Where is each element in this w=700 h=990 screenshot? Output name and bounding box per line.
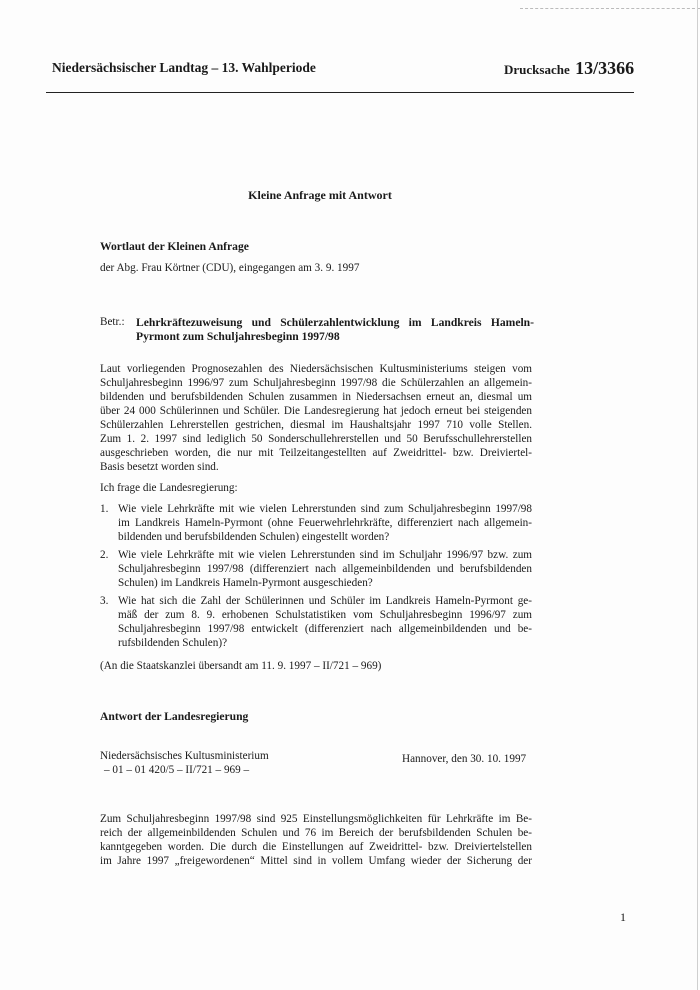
intro-paragraph — [100, 362, 532, 474]
subject-line: Lehrkräftezuweisung und Schülerzahlentwicklung im Landkreis Hameln- — [136, 316, 534, 329]
answer-paragraph — [100, 812, 532, 868]
document-title: Kleine Anfrage mit Antwort — [248, 188, 392, 202]
print-matter-label — [504, 58, 634, 79]
question-item-2 — [100, 548, 532, 590]
transmittal-note: (An die Staatskanzlei übersandt am 11. 9. 1997 – II/721 – 969) — [100, 660, 382, 672]
text-line: Wie viele Lehrkräfte mit wie vielen Lehrerstunden sind zum Schuljahresbeginn 1997/98 — [118, 503, 532, 515]
scan-mark-top — [520, 8, 700, 10]
subject-prefix: Betr.: — [100, 316, 125, 328]
print-matter-number: 13/3366 — [575, 58, 635, 78]
text-line: Schülerzahlen Lehrerstellen gestrichen, diesmal im Haushaltsjahr 1997 710 volle Stellen. — [100, 419, 532, 431]
text-line: Schuljahresbeginn 1996/97 zum Schuljahresbeginn 1997/98 die Schülerzahlen an allgemein- — [100, 377, 532, 389]
ask-intro: Ich frage die Landesregierung: — [100, 482, 238, 494]
ministry-name: Niedersächsisches Kultusministerium — [100, 750, 269, 762]
print-matter-word: Drucksache — [504, 62, 570, 77]
reference-number: – 01 – 01 420/5 – II/721 – 969 – — [104, 764, 250, 776]
text-line: Zum 1. 2. 1997 sind lediglich 50 Sonderschullehrerstellen und 50 Berufsschullehrerstellen — [100, 433, 532, 445]
text-line: ausgeschrieben worden, die nur mit Teilzeitangestellten auf Zweidrittel- bzw. Dreiviertel- — [100, 447, 532, 459]
text-line: Schulen) im Landkreis Hameln-Pyrmont ausgeschieden? — [118, 577, 373, 589]
question-number: 3. — [100, 595, 109, 607]
text-line: reich der allgemeinbildenden Schulen und 76 im Bereich der berufsbildenden Schulen be- — [100, 827, 532, 839]
question-item-3 — [100, 594, 532, 650]
text-line: bildenden und berufsbildenden Schulen zusammen in Niedersachsen erneut an, diesmal um — [100, 391, 532, 403]
scan-edge-right — [697, 0, 698, 990]
text-line: Laut vorliegenden Prognosezahlen des Niedersächsischen Kultusministeriums steigen vom — [100, 363, 532, 375]
text-line: rufsbildenden Schulen)? — [118, 637, 228, 649]
text-line: kanntgegeben worden. Die durch die Einstellungen auf Zweidrittel- bzw. Dreiviertelstellen — [100, 841, 532, 853]
answer-heading: Antwort der Landesregierung — [100, 710, 249, 723]
submitter-line: der Abg. Frau Körtner (CDU), eingegangen am 3. 9. 1997 — [100, 262, 360, 274]
header-rule — [46, 92, 634, 93]
parliament-header: Niedersächsischer Landtag – 13. Wahlperiode — [52, 60, 316, 75]
question-item-1 — [100, 502, 532, 544]
question-number: 2. — [100, 549, 109, 561]
text-line: Wie viele Lehrkräfte mit wie vielen Lehrerstunden sind im Schuljahr 1996/97 bzw. zum — [118, 549, 532, 561]
question-heading: Wortlaut der Kleinen Anfrage — [100, 240, 249, 253]
page-number: 1 — [620, 910, 626, 924]
text-line: bildenden und berufsbildenden Schulen) eingestellt worden? — [118, 531, 390, 543]
question-number: 1. — [100, 503, 109, 515]
place-date: Hannover, den 30. 10. 1997 — [402, 753, 527, 765]
subject-line: Pyrmont zum Schuljahresbeginn 1997/98 — [136, 330, 340, 343]
text-line: Schuljahresbeginn 1997/98 entwickelt (differenziert nach allgemeinbildenden und be- — [118, 623, 532, 635]
text-line: Zum Schuljahresbeginn 1997/98 sind 925 Einstellungsmöglichkeiten für Lehrkräfte im Be- — [100, 813, 532, 825]
text-line: mäß der zum 8. 9. erhobenen Schulstatistiken vom Schuljahresbeginn 1996/97 zum — [118, 609, 532, 621]
text-line: im Jahre 1997 „freigewordenen“ Mittel sind in vollem Umfang wieder der Sicherung der — [100, 855, 532, 867]
text-line: Wie hat sich die Zahl der Schülerinnen und Schüler im Landkreis Hameln-Pyrmont ge- — [118, 595, 532, 607]
text-line: Basis besetzt worden sind. — [100, 461, 219, 473]
text-line: im Landkreis Hameln-Pyrmont (ohne Feuerwehrlehrkräfte, differenziert nach allgemein- — [118, 517, 532, 529]
text-line: über 24 000 Schülerinnen und Schüler. Die Landesregierung hat jedoch erneut bei steigenden — [100, 405, 532, 417]
subject-block — [136, 316, 534, 344]
text-line: Schuljahresbeginn 1997/98 (differenziert nach allgemeinbildenden und berufsbildenden — [118, 563, 532, 575]
